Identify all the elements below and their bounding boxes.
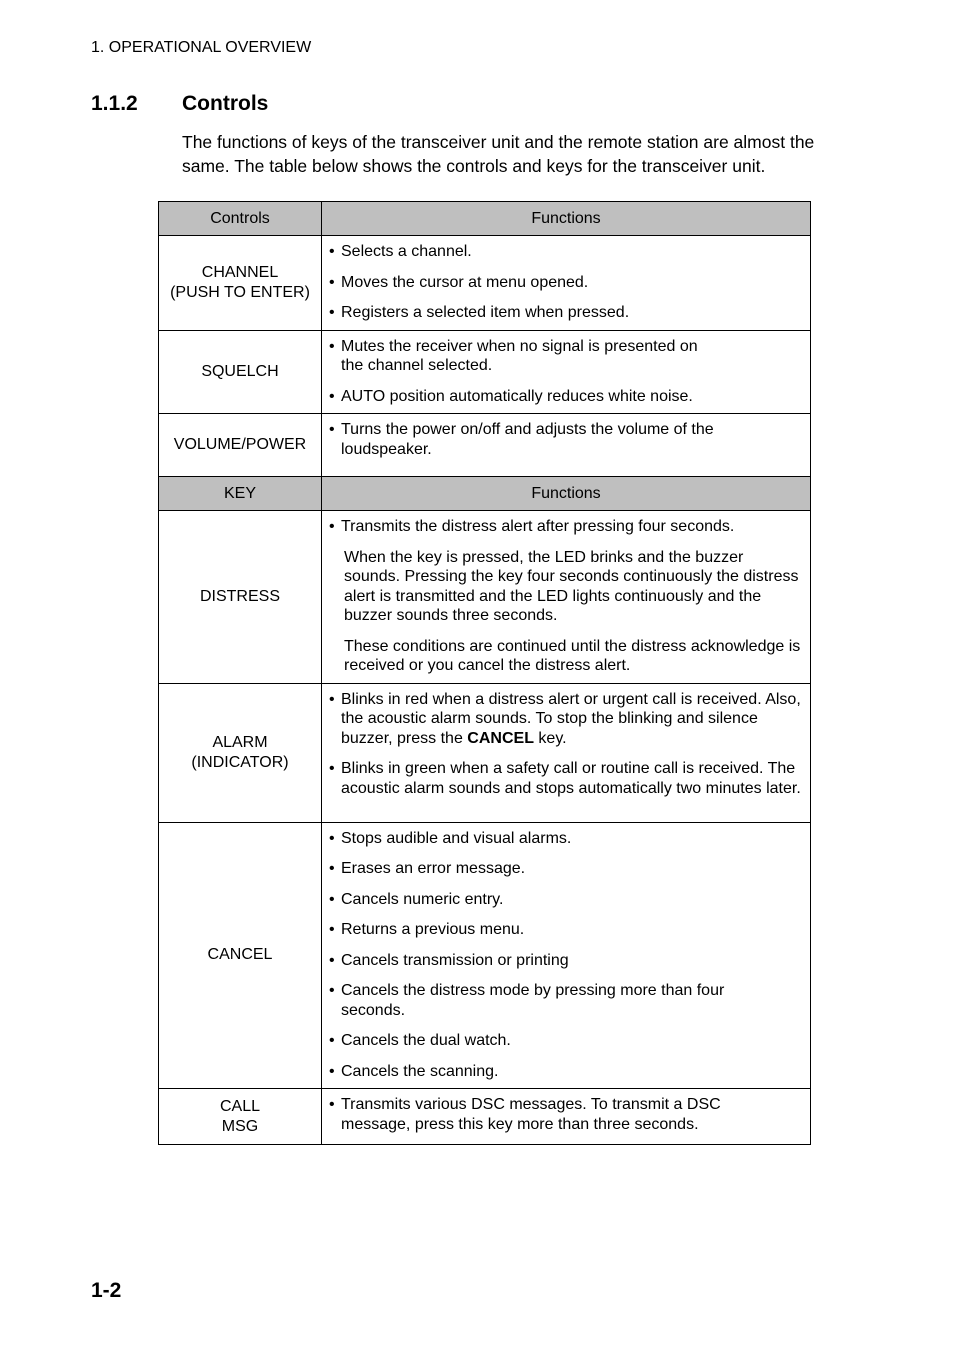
key-functions-column-header: Functions bbox=[322, 477, 811, 511]
list-item: • Blinks in red when a distress alert or urgent call is received. Also, the acoustic alarm sounds. To stop the blinking and silence buzzer, press the CANCEL key. bbox=[329, 690, 801, 747]
running-header: 1. OPERATIONAL OVERVIEW bbox=[91, 39, 312, 56]
bullet-icon: • bbox=[329, 921, 335, 938]
list-item: • Mutes the receiver when no signal is presented on the channel selected. bbox=[329, 337, 698, 374]
table-row-cancel bbox=[159, 822, 811, 1089]
cancel-key-reference: CANCEL bbox=[467, 729, 534, 747]
controls-table bbox=[158, 201, 811, 1145]
list-item: • Turns the power on/off and adjusts the volume of the loudspeaker. bbox=[329, 421, 714, 458]
functions-channel bbox=[322, 236, 811, 331]
section-number: 1.1.2 bbox=[91, 92, 138, 115]
list-item: • Cancels the scanning. bbox=[329, 1062, 499, 1080]
key-name-distress: DISTRESS bbox=[159, 511, 322, 684]
functions-squelch bbox=[322, 330, 811, 414]
list-item: • Moves the cursor at menu opened. bbox=[329, 273, 589, 291]
functions-distress bbox=[322, 511, 811, 684]
list-item: • Stops audible and visual alarms. bbox=[329, 829, 572, 847]
bullet-icon: • bbox=[329, 243, 335, 260]
bullet-icon: • bbox=[329, 273, 335, 291]
bullet-icon: • bbox=[329, 1062, 335, 1080]
list-item: • Cancels the dual watch. bbox=[329, 1032, 511, 1049]
list-item: • Transmits various DSC messages. To transmit a DSC message, press this key more than three seconds. bbox=[329, 1096, 721, 1133]
list-item: • Returns a previous menu. bbox=[329, 921, 525, 938]
section-title: Controls bbox=[182, 92, 269, 115]
list-item: • Erases an error message. bbox=[329, 860, 526, 877]
bullet-icon: • bbox=[329, 890, 335, 908]
controls-column-header: Controls bbox=[159, 202, 322, 236]
page-number: 1-2 bbox=[91, 1279, 122, 1302]
bullet-icon: • bbox=[329, 860, 335, 877]
key-name-call-msg: CALL MSG bbox=[159, 1089, 322, 1145]
functions-call-msg bbox=[322, 1089, 811, 1145]
control-name-squelch: SQUELCH bbox=[159, 330, 322, 414]
table-row-squelch bbox=[159, 330, 811, 414]
list-item: • Cancels transmission or printing bbox=[329, 951, 569, 969]
bullet-icon: • bbox=[329, 690, 335, 708]
bullet-icon: • bbox=[329, 518, 335, 535]
list-item: • Selects a channel. bbox=[329, 243, 472, 260]
distress-description: When the key is pressed, the LED brinks and the buzzer sounds. Pressing the key four seconds continuously the distress alert is transmitted and the LED lights continuously and the buzzer sounds three seconds. bbox=[344, 548, 799, 624]
controls-header-row bbox=[159, 202, 811, 236]
bullet-icon: • bbox=[329, 387, 335, 405]
bullet-icon: • bbox=[329, 337, 335, 355]
bullet-icon: • bbox=[329, 1032, 335, 1049]
key-column-header: KEY bbox=[159, 477, 322, 511]
intro-paragraph: The functions of keys of the transceiver unit and the remote station are almost the same. The table below shows the controls and keys for the transceiver unit. bbox=[182, 132, 815, 176]
functions-column-header: Functions bbox=[322, 202, 811, 236]
table-row-call-msg bbox=[159, 1089, 811, 1145]
table-row-alarm bbox=[159, 683, 811, 822]
table-row-channel bbox=[159, 236, 811, 331]
key-name-cancel: CANCEL bbox=[159, 822, 322, 1089]
distress-conditions: These conditions are continued until the distress acknowledge is received or you cancel the distress alert. bbox=[344, 637, 801, 674]
keys-header-row bbox=[159, 477, 811, 511]
functions-alarm bbox=[322, 683, 811, 822]
functions-cancel bbox=[322, 822, 811, 1089]
bullet-icon: • bbox=[329, 304, 335, 321]
list-item: • Cancels numeric entry. bbox=[329, 890, 504, 908]
bullet-icon: • bbox=[329, 1096, 335, 1113]
bullet-icon: • bbox=[329, 982, 335, 999]
list-item: • Registers a selected item when pressed. bbox=[329, 304, 630, 321]
table-row-distress bbox=[159, 511, 811, 684]
list-item: • Blinks in green when a safety call or routine call is received. The acoustic alarm sounds and stops automatically two minutes later. bbox=[329, 760, 801, 797]
list-item: • AUTO position automatically reduces white noise. bbox=[329, 387, 693, 405]
control-name-channel: CHANNEL (PUSH TO ENTER) bbox=[159, 236, 322, 331]
key-name-alarm: ALARM (INDICATOR) bbox=[159, 683, 322, 822]
bullet-icon: • bbox=[329, 951, 335, 969]
list-item: • Transmits the distress alert after pressing four seconds. bbox=[329, 518, 735, 535]
control-name-volume-power: VOLUME/POWER bbox=[159, 414, 322, 477]
section-heading bbox=[91, 92, 268, 116]
table-row-volume-power bbox=[159, 414, 811, 477]
list-item: • Cancels the distress mode by pressing more than four seconds. bbox=[329, 982, 725, 1019]
bullet-icon: • bbox=[329, 760, 335, 777]
functions-volume-power bbox=[322, 414, 811, 477]
bullet-icon: • bbox=[329, 829, 335, 847]
bullet-icon: • bbox=[329, 421, 335, 438]
